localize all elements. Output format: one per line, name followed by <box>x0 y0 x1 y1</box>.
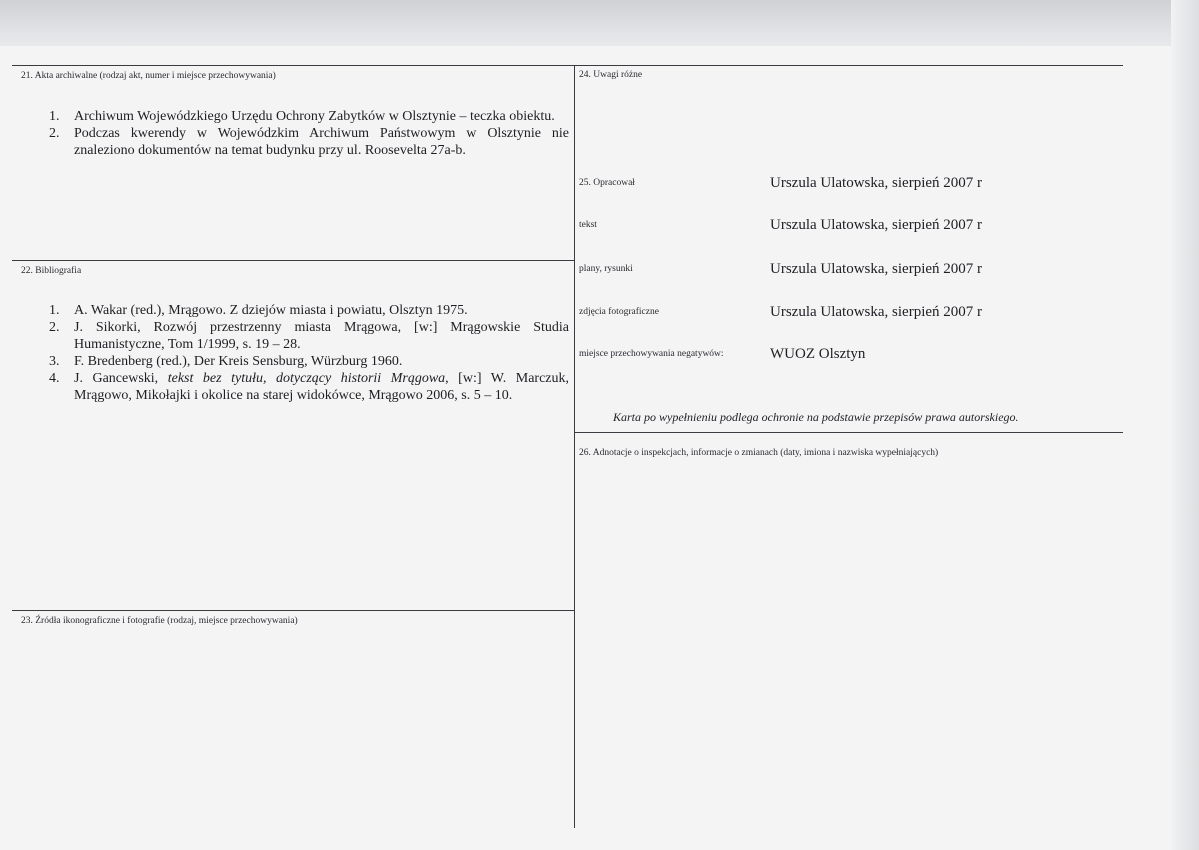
text-author-label: tekst <box>579 220 597 230</box>
prepared-by-label: 25. Opracował <box>579 178 635 188</box>
list-item-text-end: , [w:] W. Marczuk, Mrągowo, Mikołajki i okolice na starej widokówce, Mrągowo 2006, s. 5 – 10. <box>74 371 569 403</box>
section-21-22-divider <box>12 260 574 261</box>
list-item-number: 1. <box>49 109 60 124</box>
list-item-number: 2. <box>49 320 60 335</box>
bibliography-list <box>45 302 569 404</box>
form-top-rule <box>12 65 1123 66</box>
list-item <box>45 319 569 353</box>
photographs-label: zdjęcia fotograficzne <box>579 307 659 317</box>
list-item-number: 2. <box>49 126 60 141</box>
section-22-title: 22. Bibliografia <box>21 266 82 276</box>
scan-right-edge <box>1171 0 1199 850</box>
column-divider <box>574 65 575 828</box>
section-21-title: 21. Akta archiwalne (rodzaj akt, numer i miejsce przechowywania) <box>21 71 276 81</box>
scan-top-shadow <box>0 0 1199 48</box>
list-item <box>45 302 569 319</box>
list-item <box>45 353 569 370</box>
plans-drawings-value: Urszula Ulatowska, sierpień 2007 r <box>770 261 983 277</box>
list-item-italic-title: tekst bez tytułu, dotyczący historii Mrągowa <box>167 371 446 386</box>
list-item-text: F. Bredenberg (red.), Der Kreis Sensburg, Würzburg 1960. <box>74 354 403 369</box>
list-item-text: J. Sikorki, Rozwój przestrzenny miasta Mrągowa, [w:] Mrągowskie Studia Humanistyczne, Tom 1/1999, s. 19 – 28. <box>74 320 569 352</box>
list-item <box>45 370 569 404</box>
plans-drawings-label: plany, rysunki <box>579 264 633 274</box>
copyright-note: Karta po wypełnieniu podlega ochronie na podstawie przepisów prawa autorskiego. <box>613 410 1019 424</box>
list-item-text: Podczas kwerendy w Wojewódzkim Archiwum Państwowym w Olsztynie nie znaleziono dokumentów na temat budynku przy ul. Roosevelta 27a-b. <box>74 126 569 158</box>
section-22-23-divider <box>12 610 574 611</box>
list-item-text-start: J. Gancewski, <box>74 371 168 386</box>
archive-records-list <box>45 108 569 159</box>
section-25-26-divider <box>574 432 1123 433</box>
list-item <box>45 125 569 159</box>
text-author-value: Urszula Ulatowska, sierpień 2007 r <box>770 217 983 233</box>
list-item <box>45 108 569 125</box>
negatives-location-label: miejsce przechowywania negatywów: <box>579 349 724 359</box>
prepared-by-value: Urszula Ulatowska, sierpień 2007 r <box>770 175 983 191</box>
photographs-value: Urszula Ulatowska, sierpień 2007 r <box>770 304 983 320</box>
list-item-number: 4. <box>49 371 60 386</box>
list-item-number: 3. <box>49 354 60 369</box>
section-24-title: 24. Uwagi różne <box>579 70 643 80</box>
list-item-text <box>74 371 569 403</box>
section-23-title: 23. Źródła ikonograficzne i fotografie (rodzaj, miejsce przechowywania) <box>21 616 298 626</box>
section-26-title: 26. Adnotacje o inspekcjach, informacje o zmianach (daty, imiona i nazwiska wypełniających) <box>579 448 939 458</box>
list-item-number: 1. <box>49 303 60 318</box>
negatives-location-value: WUOZ Olsztyn <box>770 346 866 362</box>
list-item-text: A. Wakar (red.), Mrągowo. Z dziejów miasta i powiatu, Olsztyn 1975. <box>74 303 468 318</box>
list-item-text: Archiwum Wojewódzkiego Urzędu Ochrony Zabytków w Olsztynie – teczka obiektu. <box>74 109 555 124</box>
